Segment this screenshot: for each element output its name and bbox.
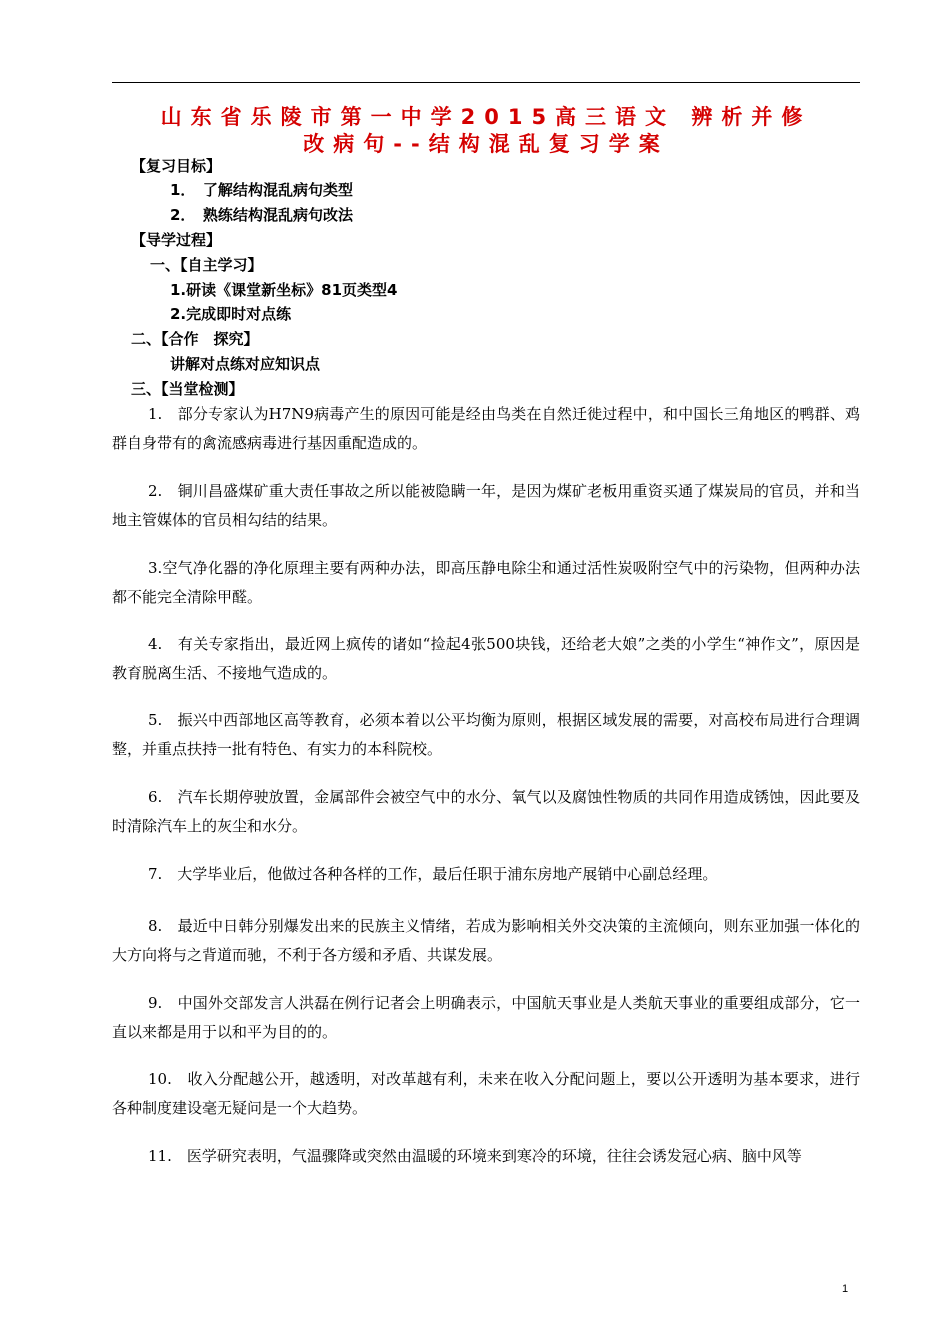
guide-process-heading: 【导学过程】 bbox=[131, 231, 222, 249]
cooperation-heading: 二、【合作 探究】 bbox=[131, 330, 259, 348]
review-goal-1: 1． 了解结构混乱病句类型 bbox=[170, 181, 353, 199]
question-4: 4. 有关专家指出，最近网上疯传的诸如“捡起4张500块钱，还给老大娘”之类的小学生“神作文”，原因是教育脱离生活、不接地气造成的。 bbox=[112, 635, 860, 682]
question-10: 10. 收入分配越公开，越透明，对改革越有利，未来在收入分配问题上，要以公开透明为基本要求，进行各种制度建设毫无疑问是一个大趋势。 bbox=[112, 1070, 860, 1117]
classroom-test-heading: 三、【当堂检测】 bbox=[131, 380, 244, 398]
question-3: 3.空气净化器的净化原理主要有两种办法，即高压静电除尘和通过活性炭吸附空气中的污染物，但两种办法都不能完全清除甲醛。 bbox=[112, 559, 860, 606]
question-11: 11. 医学研究表明，气温骤降或突然由温暖的环境来到寒冷的环境，往往会诱发冠心病、脑中风等 bbox=[148, 1147, 802, 1165]
question-2: 2. 铜川昌盛煤矿重大责任事故之所以能被隐瞒一年，是因为煤矿老板用重资买通了煤炭局的官员，并和当地主管媒体的官员相勾结的结果。 bbox=[112, 482, 860, 529]
page-number: 1 bbox=[842, 1283, 849, 1295]
question-1: 1. 部分专家认为H7N9病毒产生的原因可能是经由鸟类在自然迁徙过程中，和中国长三角地区的鸭群、鸡群自身带有的禽流感病毒进行基因重配造成的。 bbox=[112, 405, 860, 452]
document-title-line-2: 改病句--结构混乱复习学案 bbox=[303, 132, 669, 156]
document-title-line-1: 山东省乐陵市第一中学2015高三语文 辨析并修 bbox=[160, 105, 812, 129]
question-7: 7. 大学毕业后，他做过各种各样的工作，最后任职于浦东房地产展销中心副总经理。 bbox=[148, 865, 718, 883]
question-6: 6. 汽车长期停驶放置，金属部件会被空气中的水分、氧气以及腐蚀性物质的共同作用造成锈蚀，因此要及时清除汽车上的灰尘和水分。 bbox=[112, 788, 860, 835]
self-study-item-2: 2.完成即时对点练 bbox=[170, 305, 292, 323]
cooperation-item: 讲解对点练对应知识点 bbox=[170, 355, 321, 373]
question-5: 5. 振兴中西部地区高等教育，必须本着以公平均衡为原则，根据区域发展的需要，对高校布局进行合理调整，并重点扶持一批有特色、有实力的本科院校。 bbox=[112, 711, 860, 758]
question-9: 9. 中国外交部发言人洪磊在例行记者会上明确表示，中国航天事业是人类航天事业的重要组成部分，它一直以来都是用于以和平为目的的。 bbox=[112, 994, 860, 1041]
header-rule bbox=[112, 82, 860, 83]
review-goal-2: 2． 熟练结构混乱病句改法 bbox=[170, 206, 353, 224]
review-goals-heading: 【复习目标】 bbox=[131, 157, 222, 175]
self-study-item-1: 1.研读《课堂新坐标》81页类型4 bbox=[170, 281, 398, 299]
self-study-heading: 一、【自主学习】 bbox=[150, 256, 263, 274]
question-8: 8. 最近中日韩分别爆发出来的民族主义情绪，若成为影响相关外交决策的主流倾向，则东亚加强一体化的大方向将与之背道而驰，不利于各方缓和矛盾、共谋发展。 bbox=[112, 917, 860, 964]
